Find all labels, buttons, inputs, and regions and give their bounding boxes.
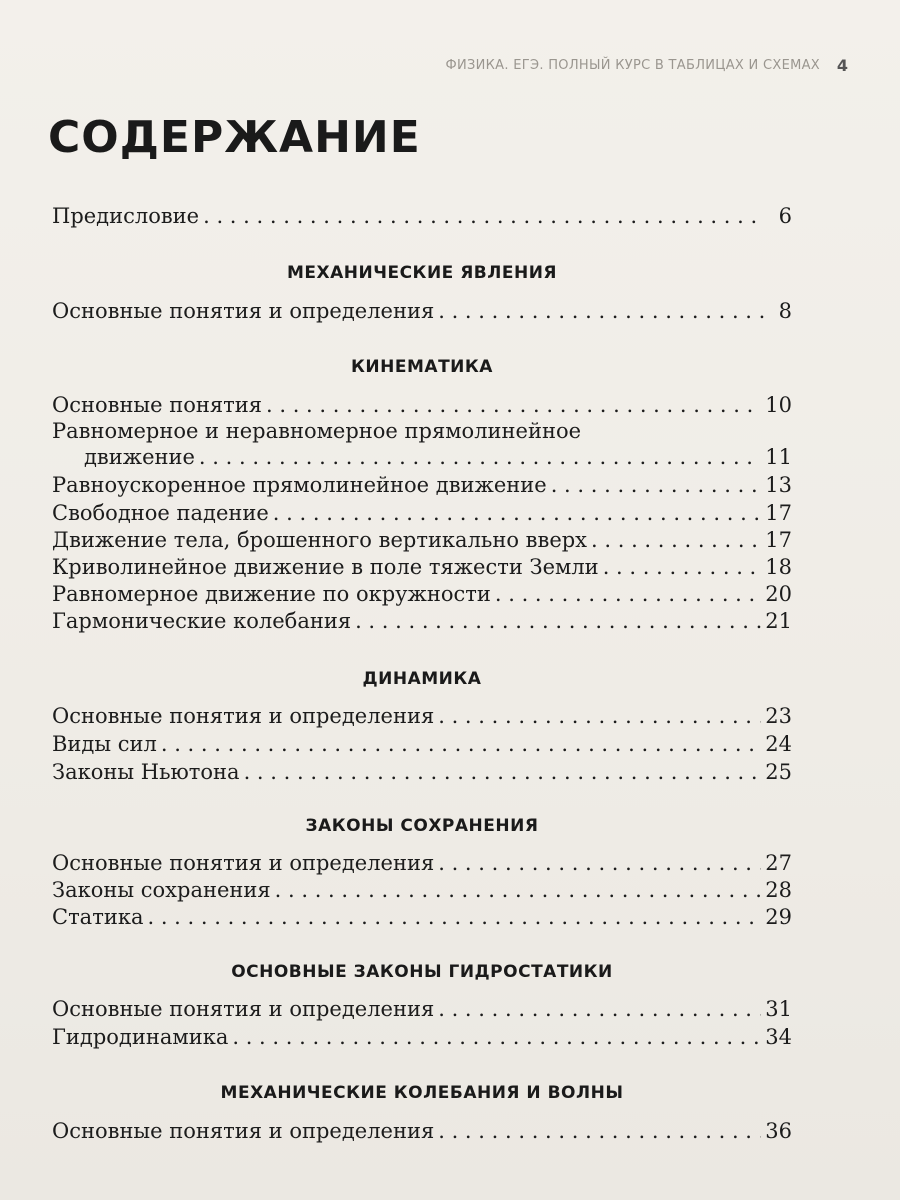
toc-entry[interactable] xyxy=(52,703,792,729)
dot-leader xyxy=(438,703,761,729)
dot-leader xyxy=(551,472,762,498)
toc-entry-page: 20 xyxy=(765,582,792,606)
toc-entry-label: Основные понятия и определения xyxy=(52,299,435,323)
dot-leader xyxy=(161,731,761,757)
toc-entry-label: Законы Ньютона xyxy=(52,760,240,784)
toc-entry-page: 18 xyxy=(765,555,792,579)
toc-entry[interactable] xyxy=(52,581,792,607)
toc-entry-page: 6 xyxy=(778,204,792,228)
toc-entry[interactable] xyxy=(52,527,792,553)
dot-leader xyxy=(603,554,762,580)
dot-leader xyxy=(591,527,761,553)
dot-leader xyxy=(244,759,762,785)
toc-entry-label: Свободное падение xyxy=(52,501,269,525)
toc-entry[interactable] xyxy=(52,904,792,930)
toc-entry-page: 27 xyxy=(765,851,792,875)
toc-entry-label: Гармонические колебания xyxy=(52,609,352,633)
running-header: ФИЗИКА. ЕГЭ. ПОЛНЫЙ КУРС В ТАБЛИЦАХ И СХЕМАХ xyxy=(445,58,820,73)
toc-entry-label: Законы сохранения xyxy=(52,878,271,902)
dot-leader xyxy=(199,444,761,470)
toc-entry-page: 23 xyxy=(765,704,792,728)
toc-entry-page: 31 xyxy=(765,997,792,1021)
toc-entry-page: 8 xyxy=(778,299,792,323)
dot-leader xyxy=(495,581,761,607)
toc-entry[interactable] xyxy=(52,850,792,876)
toc-entry-label: Основные понятия и определения xyxy=(52,1119,435,1143)
toc-entry-page: 28 xyxy=(765,878,792,902)
toc-entry[interactable] xyxy=(52,731,792,757)
toc-entry-preface[interactable] xyxy=(52,203,792,229)
toc-entry-label: Основные понятия и определения xyxy=(52,851,435,875)
toc-entry-page: 11 xyxy=(765,445,792,469)
toc-entry-page: 17 xyxy=(765,501,792,525)
toc-entry[interactable] xyxy=(52,996,792,1022)
toc-entry-label: Основные понятия и определения xyxy=(52,997,435,1021)
dot-leader xyxy=(266,392,761,418)
toc-entry-label: Гидродинамика xyxy=(52,1025,229,1049)
toc-entry-label: Предисловие xyxy=(52,204,200,228)
dot-leader xyxy=(438,298,764,324)
page-number: 4 xyxy=(836,56,848,75)
toc-entry-page: 17 xyxy=(765,528,792,552)
dot-leader xyxy=(232,1024,761,1050)
toc-entry-label: Виды сил xyxy=(52,732,157,756)
toc-entry-label: Основные понятия xyxy=(52,393,262,417)
dot-leader xyxy=(438,850,761,876)
section-heading-oscillations: МЕХАНИЧЕСКИЕ КОЛЕБАНИЯ И ВОЛНЫ xyxy=(220,1083,624,1103)
section-heading-hydrostatics: ОСНОВНЫЕ ЗАКОНЫ ГИДРОСТАТИКИ xyxy=(231,962,613,982)
dot-leader xyxy=(355,608,761,634)
toc-entry[interactable] xyxy=(52,608,792,634)
section-heading-kinematics: КИНЕМАТИКА xyxy=(351,357,493,377)
toc-entry-label: Статика xyxy=(52,905,144,929)
toc-entry[interactable] xyxy=(52,1024,792,1050)
page-title: СОДЕРЖАНИЕ xyxy=(48,112,421,163)
toc-entry-page: 29 xyxy=(765,905,792,929)
toc-entry[interactable] xyxy=(52,392,792,418)
toc-entry[interactable] xyxy=(52,500,792,526)
toc-entry-label: Криволинейное движение в поле тяжести Земли xyxy=(52,555,599,579)
toc-entry-page: 13 xyxy=(765,473,792,497)
toc-entry-page: 36 xyxy=(765,1119,792,1143)
dot-leader xyxy=(438,996,761,1022)
toc-entry-page: 21 xyxy=(765,609,792,633)
toc-entry-label: Равномерное движение по окружности xyxy=(52,582,491,606)
toc-entry[interactable] xyxy=(52,472,792,498)
toc-entry-page: 24 xyxy=(765,732,792,756)
toc-entry[interactable] xyxy=(52,298,792,324)
toc-entry[interactable] xyxy=(52,1118,792,1144)
dot-leader xyxy=(273,500,761,526)
toc-entry-page: 34 xyxy=(765,1025,792,1049)
dot-leader xyxy=(275,877,762,903)
dot-leader xyxy=(147,904,761,930)
dot-leader xyxy=(438,1118,761,1144)
toc-entry[interactable] xyxy=(52,877,792,903)
toc-entry-label: движение xyxy=(84,445,195,469)
toc-entry-page: 25 xyxy=(765,760,792,784)
toc-entry-label-line1: Равномерное и неравномерное прямолинейное xyxy=(52,419,582,443)
toc-entry[interactable] xyxy=(52,554,792,580)
toc-entry-label: Основные понятия и определения xyxy=(52,704,435,728)
toc-entry-page: 10 xyxy=(765,393,792,417)
toc-entry[interactable] xyxy=(52,759,792,785)
toc-entry[interactable] xyxy=(52,444,792,470)
dot-leader xyxy=(203,203,764,229)
section-heading-mechanics: МЕХАНИЧЕСКИЕ ЯВЛЕНИЯ xyxy=(286,263,558,283)
section-heading-conservation: ЗАКОНЫ СОХРАНЕНИЯ xyxy=(305,816,539,836)
toc-entry-label: Движение тела, брошенного вертикально вверх xyxy=(52,528,588,552)
toc-entry-label: Равноускоренное прямолинейное движение xyxy=(52,473,547,497)
section-heading-dynamics: ДИНАМИКА xyxy=(362,669,482,689)
